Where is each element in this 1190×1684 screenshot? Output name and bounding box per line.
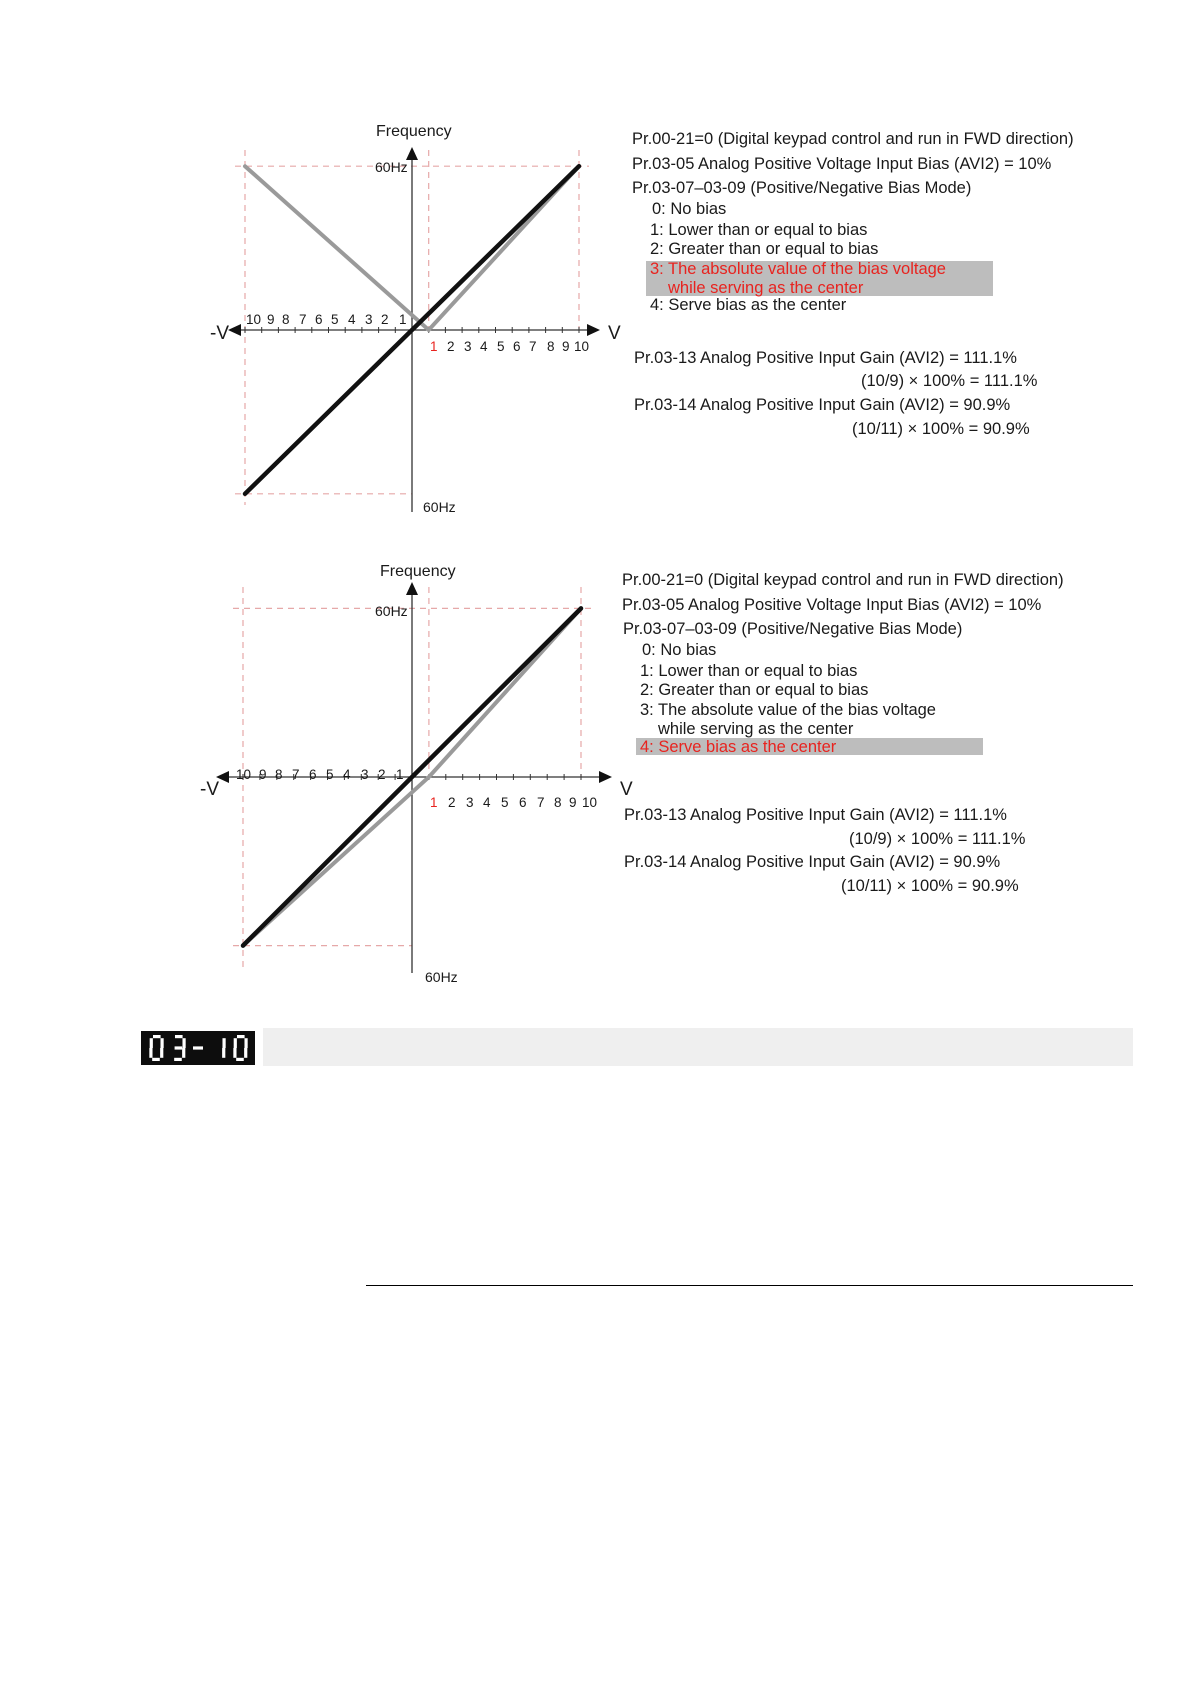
fig1-setting-bias: Pr.03-05 Analog Positive Voltage Input Bias (AVI2) = 10% xyxy=(632,155,1052,173)
fig2-gain-negative: Pr.03-14 Analog Positive Input Gain (AVI2) = 90.9% xyxy=(624,853,1001,871)
fig1-option-3-continued: while serving as the center xyxy=(668,279,864,297)
chart-1-neg-tick: 4 xyxy=(348,312,356,327)
chart-2-x-axis-arrow-right xyxy=(599,771,612,783)
fig1-gain-positive-calc: (10/9) × 100% = 111.1% xyxy=(861,372,1038,390)
chart-1-pos-tick: 3 xyxy=(464,339,472,354)
chart-2-y-axis-arrow xyxy=(406,582,418,595)
chart-2-pos-tick: 2 xyxy=(448,795,456,810)
chart-2-bottom-hz-label: 60Hz xyxy=(425,969,458,985)
segment-a xyxy=(175,1035,183,1038)
chart-2-pos-v-label: V xyxy=(620,779,633,800)
chart-2-pos-tick: 4 xyxy=(483,795,491,810)
chart-2-neg-v-label: -V xyxy=(200,779,219,800)
segment-e xyxy=(233,1048,236,1058)
chart-1-pos-tick: 4 xyxy=(480,339,488,354)
chart-1-bottom-hz-label: 60Hz xyxy=(423,499,456,515)
segment-d xyxy=(236,1058,244,1061)
chart-2-pos-tick: 8 xyxy=(554,795,562,810)
chart-2-neg-tick: 2 xyxy=(378,767,386,782)
fig2-gain-negative-calc: (10/11) × 100% = 90.9% xyxy=(841,877,1019,895)
segment-b xyxy=(244,1038,247,1048)
fig1-gain-negative-calc: (10/11) × 100% = 90.9% xyxy=(852,420,1030,438)
chart-2-neg-tick: 7 xyxy=(292,767,300,782)
fig2-option-0: 0: No bias xyxy=(642,641,717,659)
chart-1-pos-tick-highlighted: 1 xyxy=(430,339,438,354)
chart-2-pos-tick: 10 xyxy=(582,795,598,810)
chart-1-pos-tick: 10 xyxy=(574,339,590,354)
chart-2-pos-tick: 7 xyxy=(537,795,545,810)
fig2-setting-bias: Pr.03-05 Analog Positive Voltage Input Bias (AVI2) = 10% xyxy=(622,596,1042,614)
fig1-gain-positive: Pr.03-13 Analog Positive Input Gain (AVI2) = 111.1% xyxy=(634,349,1017,367)
chart-1-pos-tick: 6 xyxy=(513,339,521,354)
segment-c xyxy=(160,1048,163,1058)
fig1-setting-run-cmd: Pr.00-21=0 (Digital keypad control and run in FWD direction) xyxy=(632,130,1074,148)
chart-2-pos-tick-highlighted: 1 xyxy=(430,795,438,810)
parameter-code-badge xyxy=(141,1031,255,1065)
chart-1-neg-tick: 3 xyxy=(365,312,373,327)
parameter-title-bar xyxy=(263,1028,1133,1066)
fig2-option-1: 1: Lower than or equal to bias xyxy=(640,662,858,680)
fig2-option-3-continued: while serving as the center xyxy=(658,720,854,738)
chart-1-pos-v-label: V xyxy=(608,323,621,344)
fig2-option-2: 2: Greater than or equal to bias xyxy=(640,681,869,699)
fig2-gain-positive: Pr.03-13 Analog Positive Input Gain (AVI2) = 111.1% xyxy=(624,806,1007,824)
segment-f xyxy=(150,1038,153,1048)
chart-1-ylabel: Frequency xyxy=(376,123,452,140)
chart-1-neg-tick: 1 xyxy=(399,312,407,327)
fig1-option-2: 2: Greater than or equal to bias xyxy=(650,240,879,258)
chart-2-neg-tick: 3 xyxy=(361,767,369,782)
chart-1-top-hz-label: 60Hz xyxy=(375,159,408,175)
chart-1-pos-tick: 7 xyxy=(529,339,537,354)
seven-segment-display xyxy=(141,1031,255,1065)
chart-1-neg-tick: 2 xyxy=(381,312,389,327)
segment-c xyxy=(222,1048,225,1058)
chart-2-neg-tick: 9 xyxy=(259,767,267,782)
chart-2-ylabel: Frequency xyxy=(380,563,456,580)
segment-e xyxy=(149,1048,152,1058)
chart-2-neg-tick: 4 xyxy=(343,767,351,782)
chart-2-pos-tick: 3 xyxy=(466,795,474,810)
fig1-option-1: 1: Lower than or equal to bias xyxy=(650,221,868,239)
chart-1-pos-tick: 5 xyxy=(497,339,505,354)
chart-2-pos-tick: 5 xyxy=(501,795,509,810)
fig1-gain-negative: Pr.03-14 Analog Positive Input Gain (AVI2) = 90.9% xyxy=(634,396,1011,414)
chart-1-pos-tick: 9 xyxy=(562,339,570,354)
segment-b xyxy=(182,1038,185,1048)
segment-g xyxy=(175,1046,183,1049)
fig2-option-4-highlighted: 4: Serve bias as the center xyxy=(640,738,837,756)
chart-1-neg-tick: 5 xyxy=(331,312,339,327)
chart-1-pos-tick: 8 xyxy=(547,339,555,354)
chart-1-neg-v-label: -V xyxy=(210,323,229,344)
chart-2-neg-tick: 6 xyxy=(309,767,317,782)
chart-1-neg-tick: 10 xyxy=(246,312,262,327)
fig1-option-3-highlighted: 3: The absolute value of the bias voltage xyxy=(650,260,946,278)
segment-b xyxy=(160,1038,163,1048)
fig2-setting-run-cmd: Pr.00-21=0 (Digital keypad control and run in FWD direction) xyxy=(622,571,1064,589)
section-divider xyxy=(366,1285,1133,1286)
chart-1-neg-tick: 8 xyxy=(282,312,290,327)
chart-2-neg-tick: 1 xyxy=(396,767,404,782)
chart-2-neg-tick: 8 xyxy=(275,767,283,782)
fig1-option-0: 0: No bias xyxy=(652,200,727,218)
segment-dash xyxy=(193,1046,203,1049)
chart-1-neg-tick: 7 xyxy=(299,312,307,327)
segment-c xyxy=(182,1048,185,1058)
chart-2-neg-tick: 10 xyxy=(236,767,252,782)
fig2-gain-positive-calc: (10/9) × 100% = 111.1% xyxy=(849,830,1026,848)
fig1-option-4: 4: Serve bias as the center xyxy=(650,296,847,314)
chart-2-pos-tick: 6 xyxy=(519,795,527,810)
fig2-setting-bias-mode: Pr.03-07–03-09 (Positive/Negative Bias Mode) xyxy=(623,620,963,638)
fig2-option-3: 3: The absolute value of the bias voltage xyxy=(640,701,936,719)
segment-c xyxy=(244,1048,247,1058)
segment-b xyxy=(222,1038,225,1048)
chart-1-neg-tick: 6 xyxy=(315,312,323,327)
chart-2-neg-tick: 5 xyxy=(326,767,334,782)
chart-2-pos-tick: 9 xyxy=(569,795,577,810)
segment-a xyxy=(237,1035,245,1038)
chart-2-top-hz-label: 60Hz xyxy=(375,603,408,619)
chart-1-neg-tick: 9 xyxy=(267,312,275,327)
segment-f xyxy=(234,1038,237,1048)
segment-d xyxy=(152,1058,160,1061)
fig1-setting-bias-mode: Pr.03-07–03-09 (Positive/Negative Bias Mode) xyxy=(632,179,972,197)
segment-a xyxy=(153,1035,161,1038)
segment-d xyxy=(174,1058,182,1061)
chart-1-pos-tick: 2 xyxy=(447,339,455,354)
